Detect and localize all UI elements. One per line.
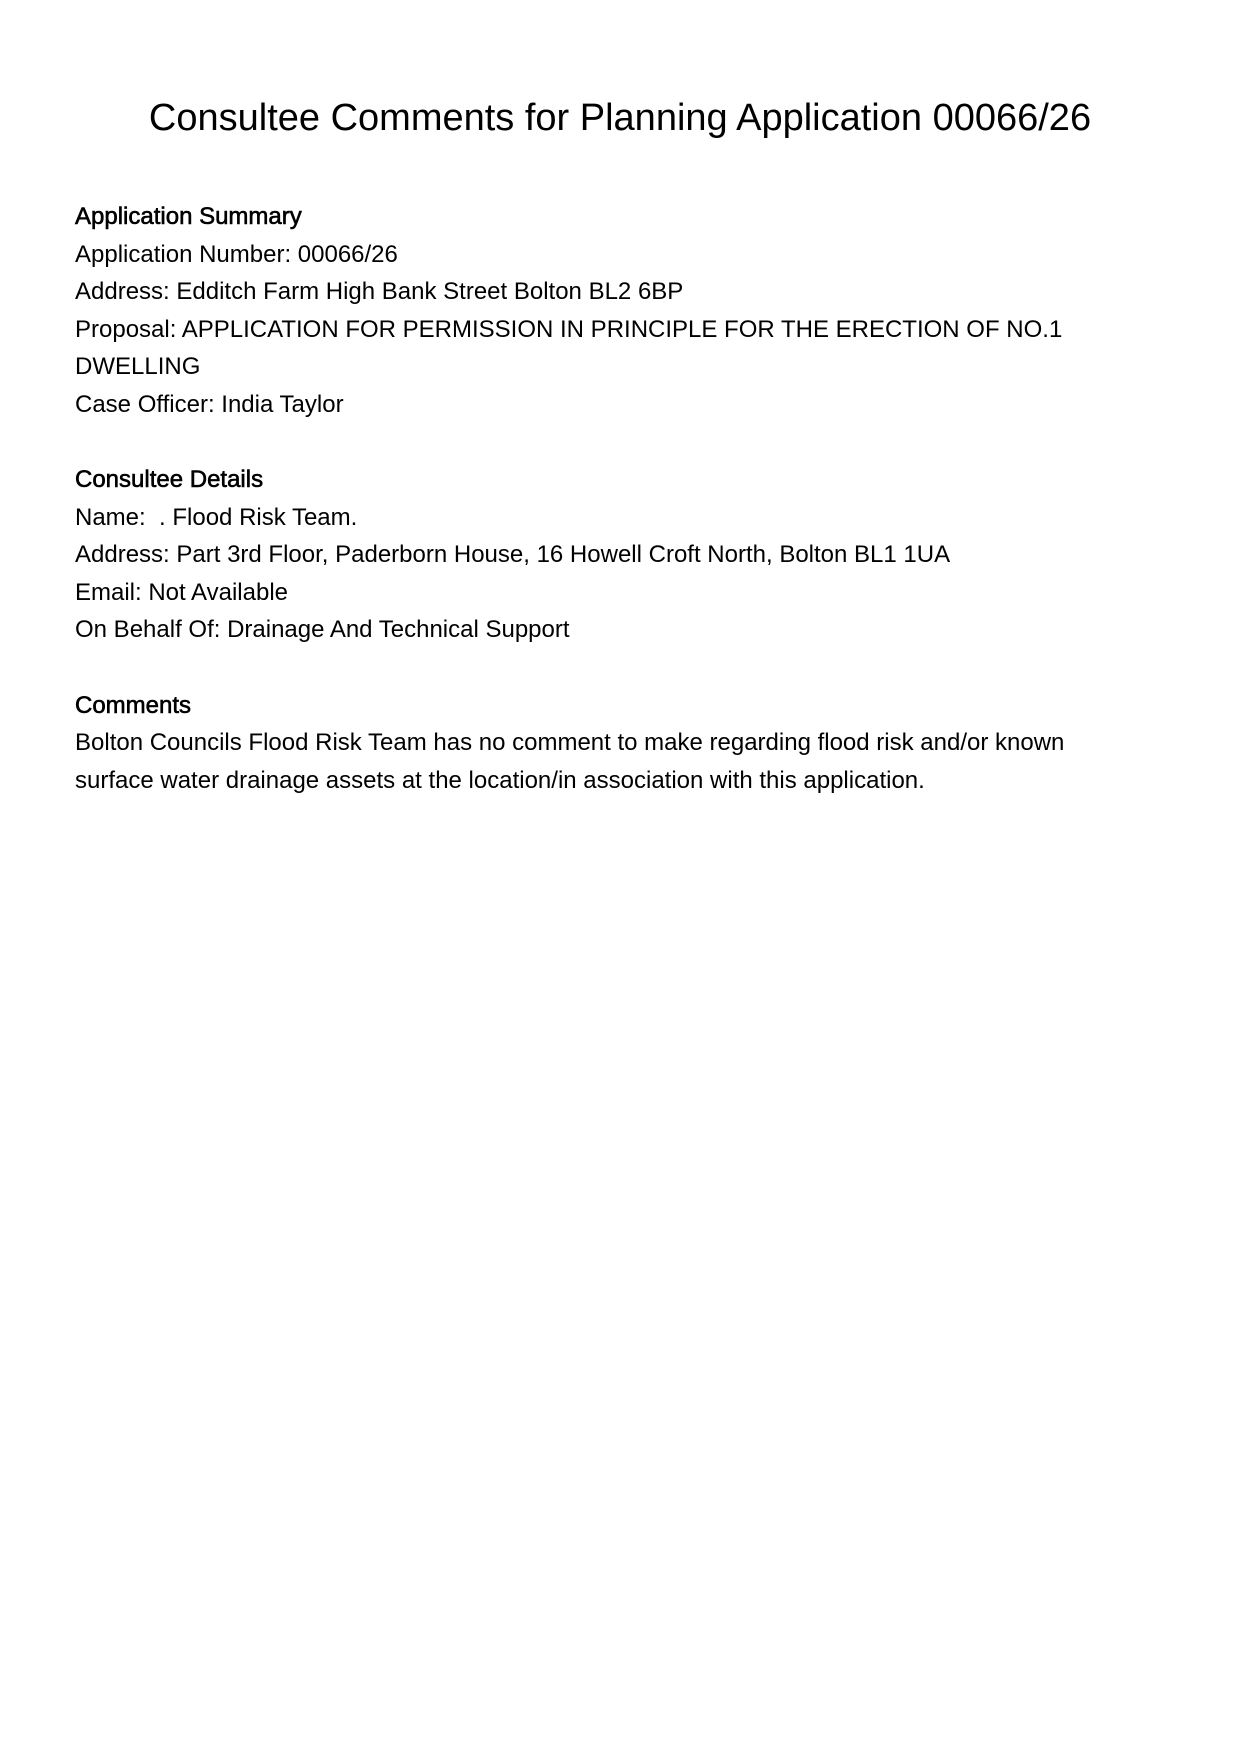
proposal-line-2: DWELLING xyxy=(75,353,201,380)
comments-heading: Comments xyxy=(75,691,192,719)
application-number: Application Number: 00066/26 xyxy=(75,240,398,268)
page-title: Consultee Comments for Planning Application 00066/26 xyxy=(148,97,1092,139)
consultee-email: Email: Not Available xyxy=(75,578,288,606)
consultee-on-behalf-of: On Behalf Of: Drainage And Technical Support xyxy=(75,616,570,643)
comment-line-2: surface water drainage assets at the location/in association with this application. xyxy=(75,766,925,794)
consultee-details-heading: Consultee Details xyxy=(75,466,264,493)
application-address: Address: Edditch Farm High Bank Street Bolton BL2 6BP xyxy=(75,278,684,305)
document-body xyxy=(75,198,1135,799)
consultee-address: Address: Part 3rd Floor, Paderborn House, 16 Howell Croft North, Bolton BL1 1UA xyxy=(75,541,951,568)
case-officer: Case Officer: India Taylor xyxy=(75,390,344,418)
application-summary-section xyxy=(75,198,1135,423)
consultee-name: Name: . Flood Risk Team. xyxy=(75,503,358,531)
comments-section xyxy=(75,687,1135,800)
comment-line-1: Bolton Councils Flood Risk Team has no comment to make regarding flood risk and/or known xyxy=(75,729,1065,756)
consultee-details-section xyxy=(75,461,1135,649)
proposal-line-1: Proposal: APPLICATION FOR PERMISSION IN PRINCIPLE FOR THE ERECTION OF NO.1 xyxy=(75,315,1063,343)
application-summary-heading: Application Summary xyxy=(75,203,302,230)
